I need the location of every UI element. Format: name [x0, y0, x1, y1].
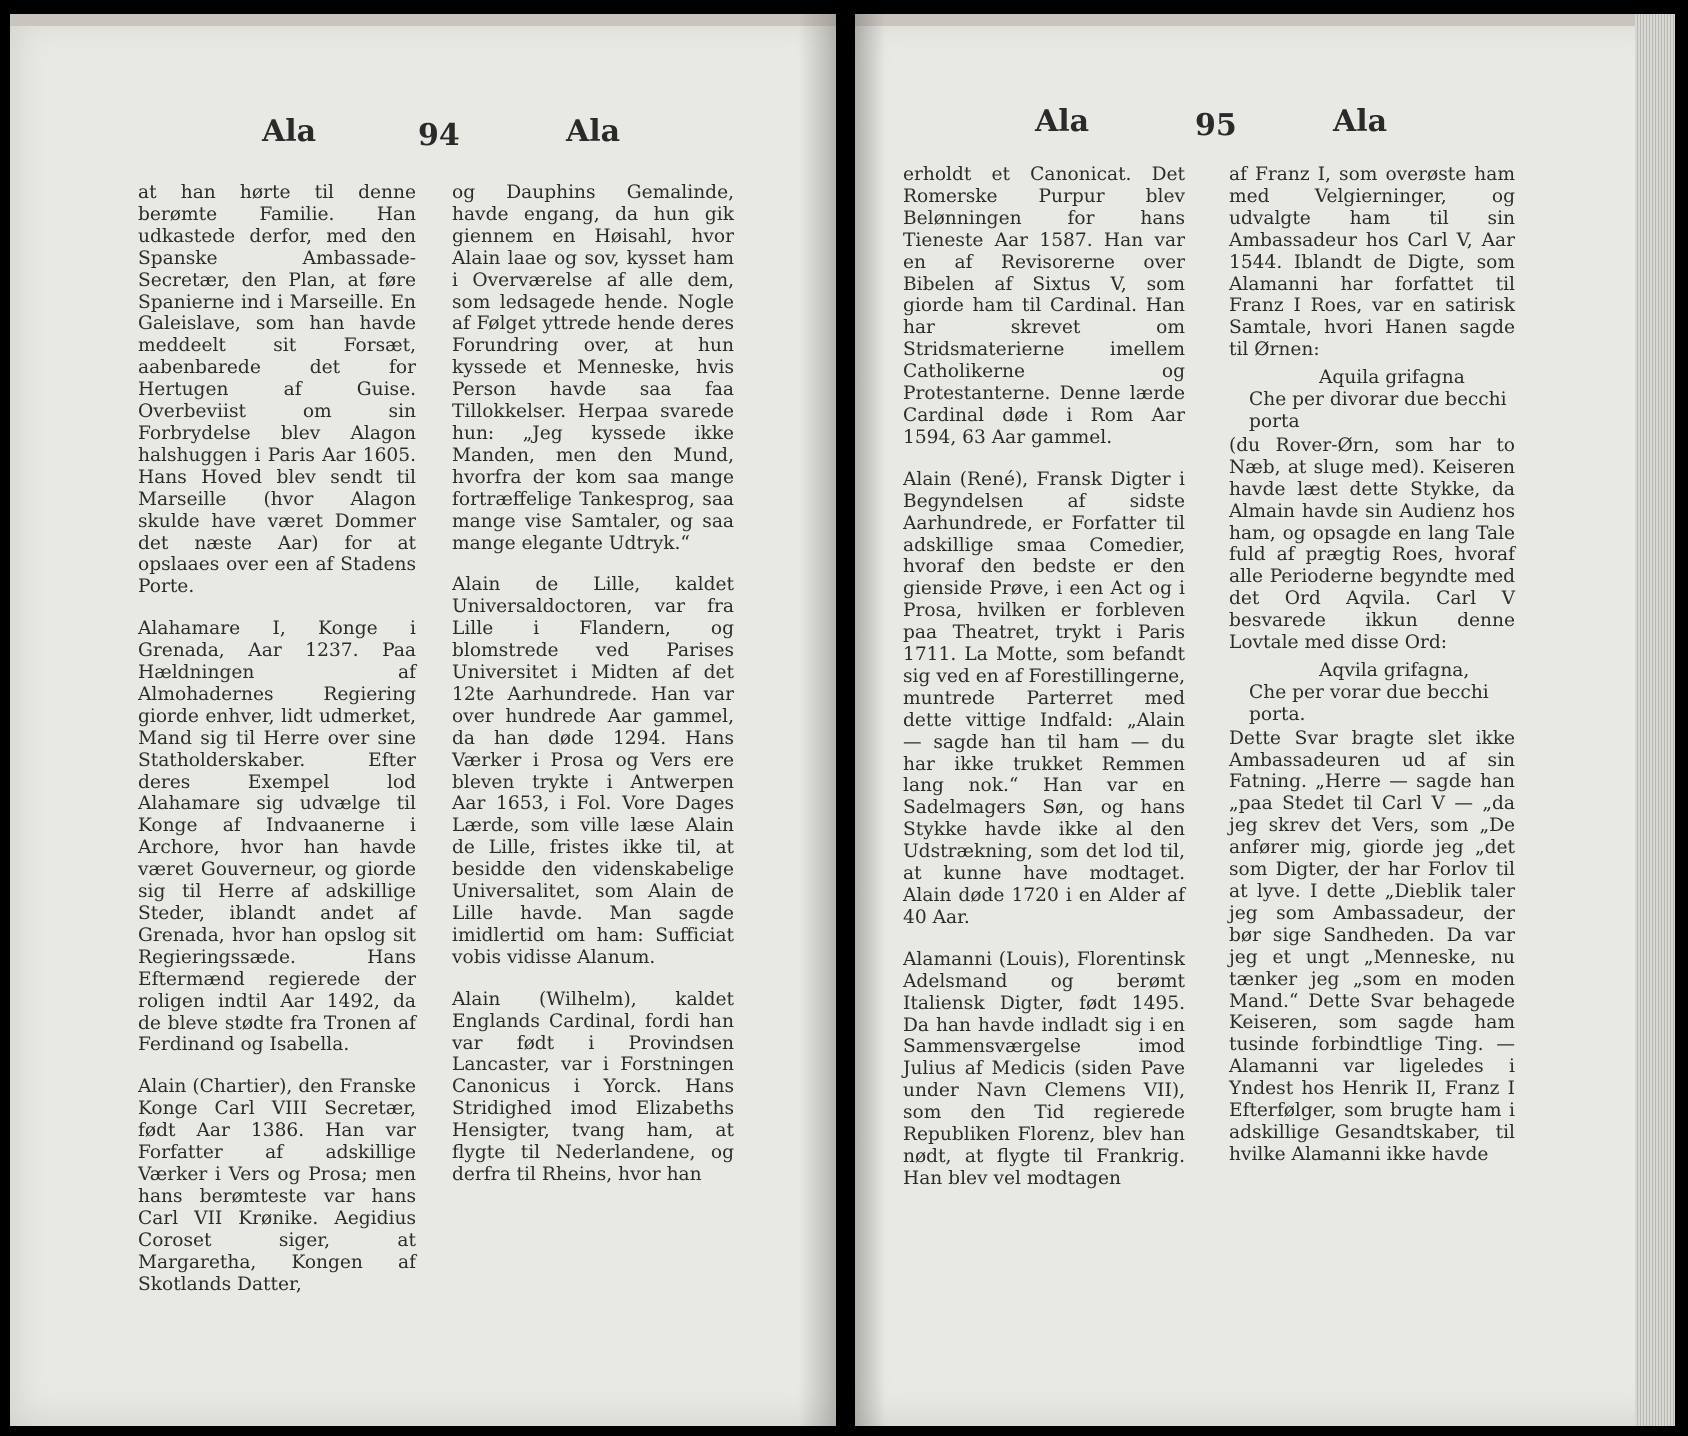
- column-left: [903, 164, 1185, 1190]
- running-head-left: Ala: [262, 114, 317, 149]
- paragraph: (du Rover-Ørn, som har to Næb, at sluge med). Keiseren havde læst dette Stykke, da Almain havde sin Audienz hos ham, og opsagde en lang Tale fuld af prægtig Roes, hvoraf alle Perioderne begyndte med det Ord Aqvila. Carl V besvarede ikkun denne Lovtale med disse Ord:: [1229, 434, 1515, 654]
- running-head-right: Ala: [1333, 104, 1388, 139]
- paragraph: Dette Svar bragte slet ikke Ambassadeuren ud af sin Fatning. „Herre — sagde han „paa Stedet til Carl V — „da jeg skrev det Vers, som „De anfører mig, giorde jeg „det som Digter, der har Forlov til at lyve. I dette „Dieblik taler jeg som Ambassadeur, der bør sige Sandheden. Da var jeg et ungt „Menneske, nu tænker jeg „som en moden Mand.“ Dette Svar behagede Keiseren, som sagde ham tusinde forbindtlige Ting. — Alamanni var ligeledes i Yndest hos Henrik II, Franz I Efterfølger, som brugte ham i adskillige Gesandtskaber, til hvilke Alamanni ikke havde: [1229, 727, 1515, 1165]
- right-page: [855, 14, 1675, 1426]
- left-page: [10, 14, 836, 1426]
- column-right: [1229, 164, 1515, 1166]
- page-top-edge: [10, 14, 836, 26]
- verse-quote: [1249, 367, 1515, 433]
- paragraph: erholdt et Canonicat. Det Romerske Purpur blev Belønningen for hans Tieneste Aar 1587. Han var en af Revisorerne over Bibelen af Sixtus V, som giorde ham til Cardinal. Han har skrevet om Stridsmaterierne imellem Catholikerne og Protestanterne. Denne lærde Cardinal døde i Rom Aar 1594, 63 Aar gammel.: [903, 164, 1185, 448]
- page-fore-edge: [1635, 14, 1675, 1426]
- verse-line: Che per divorar due becchi porta: [1249, 389, 1507, 432]
- page-number: 94: [418, 118, 460, 153]
- running-head-right: Ala: [566, 114, 621, 149]
- gutter-shadow: [855, 14, 885, 1426]
- column-left: [138, 182, 416, 1295]
- entry-alamanni: Alamanni (Louis), Florentinsk Adelsmand og berømt Italiensk Digter, født 1495. Da han havde indladt sig i en Sammensværgelse imod Julius af Medicis (siden Pave under Navn Clemens VII), som den Tid regierede Republiken Florenz, blev han nødt, at flygte til Frankrig. Han blev vel modtagen: [903, 948, 1185, 1189]
- verse-quote: [1249, 660, 1515, 726]
- paragraph: at han hørte til denne berømte Familie. Han udkastede derfor, med den Spanske Ambassade-Secretær, den Plan, at føre Spanierne ind i Marseille. En Galeislave, som han havde meddeelt sit Forsæt, aabenbarede det for Hertugen af Guise. Overbeviist om sin Forbrydelse blev Alagon halshuggen i Paris Aar 1605. Hans Hoved blev sendt til Marseille (hvor Alagon skulde have været Dommer det næste Aar) for at opslaaes over een af Stadens Porte.: [138, 182, 416, 598]
- verse-line: Aquila grifagna: [1319, 367, 1465, 389]
- entry-alain-chartier: Alain (Chartier), den Franske Konge Carl VIII Secretær, født Aar 1386. Han var Forfatter af adskillige Værker i Vers og Prosa; men hans berømteste var hans Carl VII Krønike. Aegidius Coroset siger, at Margaretha, Kongen af Skotlands Datter,: [138, 1076, 416, 1295]
- page-top-edge: [855, 14, 1675, 26]
- column-right: [452, 182, 734, 1186]
- entry-alain-rene: Alain (René), Fransk Digter i Begyndelsen af sidste Aarhundrede, er Forfatter til adskillige smaa Comedier, hvoraf den bedste er den gienside Prøve, i een Act og i Prosa, hvilken er forbleven paa Theatret, trykt i Paris 1711. La Motte, som befandt sig ved en af Forestillingerne, muntrede Parterret med dette vittige Indfald: „Alain — sagde han til ham — du har ikke trukket Remmen lang nok.“ Han var en Sadelmagers Søn, og hans Stykke havde ikke al den Udstrækning, som det lod til, at kunne have modtaget. Alain døde 1720 i en Alder af 40 Aar.: [903, 468, 1185, 928]
- verse-line: Aqvila grifagna,: [1319, 659, 1470, 681]
- verse-line: Che per vorar due becchi porta.: [1249, 681, 1489, 725]
- page-number: 95: [1195, 108, 1237, 143]
- entry-alain-de-lille: Alain de Lille, kaldet Universaldoctoren, var fra Lille i Flandern, og blomstrede ved Parises Universitet i Midten af det 12te Aarhundrede. Han var over hundrede Aar gammel, da han døde 1294. Hans Værker i Prosa og Vers ere bleven trykte i Antwerpen Aar 1653, i Fol. Vore Dages Lærde, som ville læse Alain de Lille, fristes ikke til, at besidde den videnskabelige Universalitet, som Alain de Lille havde. Man sagde imidlertid om ham: Sufficiat vobis vidisse Alanum.: [452, 574, 734, 968]
- entry-alahamare: Alahamare I, Konge i Grenada, Aar 1237. Paa Hældningen af Almohadernes Regiering giorde enhver, lidt udmerket, Mand sig til Herre over sine Statholderskaber. Efter deres Exempel lod Alahamare sig udvælge til Konge af Indvaanerne i Archore, hvor han havde været Gouverneur, og giorde sig til Herre af adskillige Steder, iblandt andet af Grenada, hvor han opslog sit Regieringssæde. Hans Eftermænd regierede der roligen indtil Aar 1492, da de bleve stødte fra Tronen af Ferdinand og Isabella.: [138, 618, 416, 1056]
- paragraph: og Dauphins Gemalinde, havde engang, da hun gik giennem en Høisahl, hvor Alain laae og sov, kysset ham i Overværelse af alle dem, som ledsagede hende. Nogle af Følget yttrede hende deres Forundring over, at hun kyssede et Menneske, hvis Person havde saa faa Tillokkelser. Herpaa svarede hun: „Jeg kyssede ikke Manden, men den Mund, hvorfra der kom saa mange fortræffelige Tankesprog, saa mange vise Samtaler, og saa mange elegante Udtryk.“: [452, 182, 734, 554]
- gutter-shadow: [798, 14, 836, 1426]
- running-head-left: Ala: [1035, 104, 1090, 139]
- paragraph: af Franz I, som overøste ham med Velgierninger, og udvalgte ham til sin Ambassadeur hos Carl V, Aar 1544. Iblandt de Digte, som Alamanni har forfattet til Franz I Roes, var en satirisk Samtale, hvori Hanen sagde til Ørnen:: [1229, 164, 1515, 361]
- entry-alain-wilhelm: Alain (Wilhelm), kaldet Englands Cardinal, fordi han var født i Provindsen Lancaster, var i Forstningen Canonicus i Yorck. Hans Stridighed imod Elizabeths Hensigter, tvang ham, at flygte til Nederlandene, og derfra til Rheins, hvor han: [452, 988, 734, 1185]
